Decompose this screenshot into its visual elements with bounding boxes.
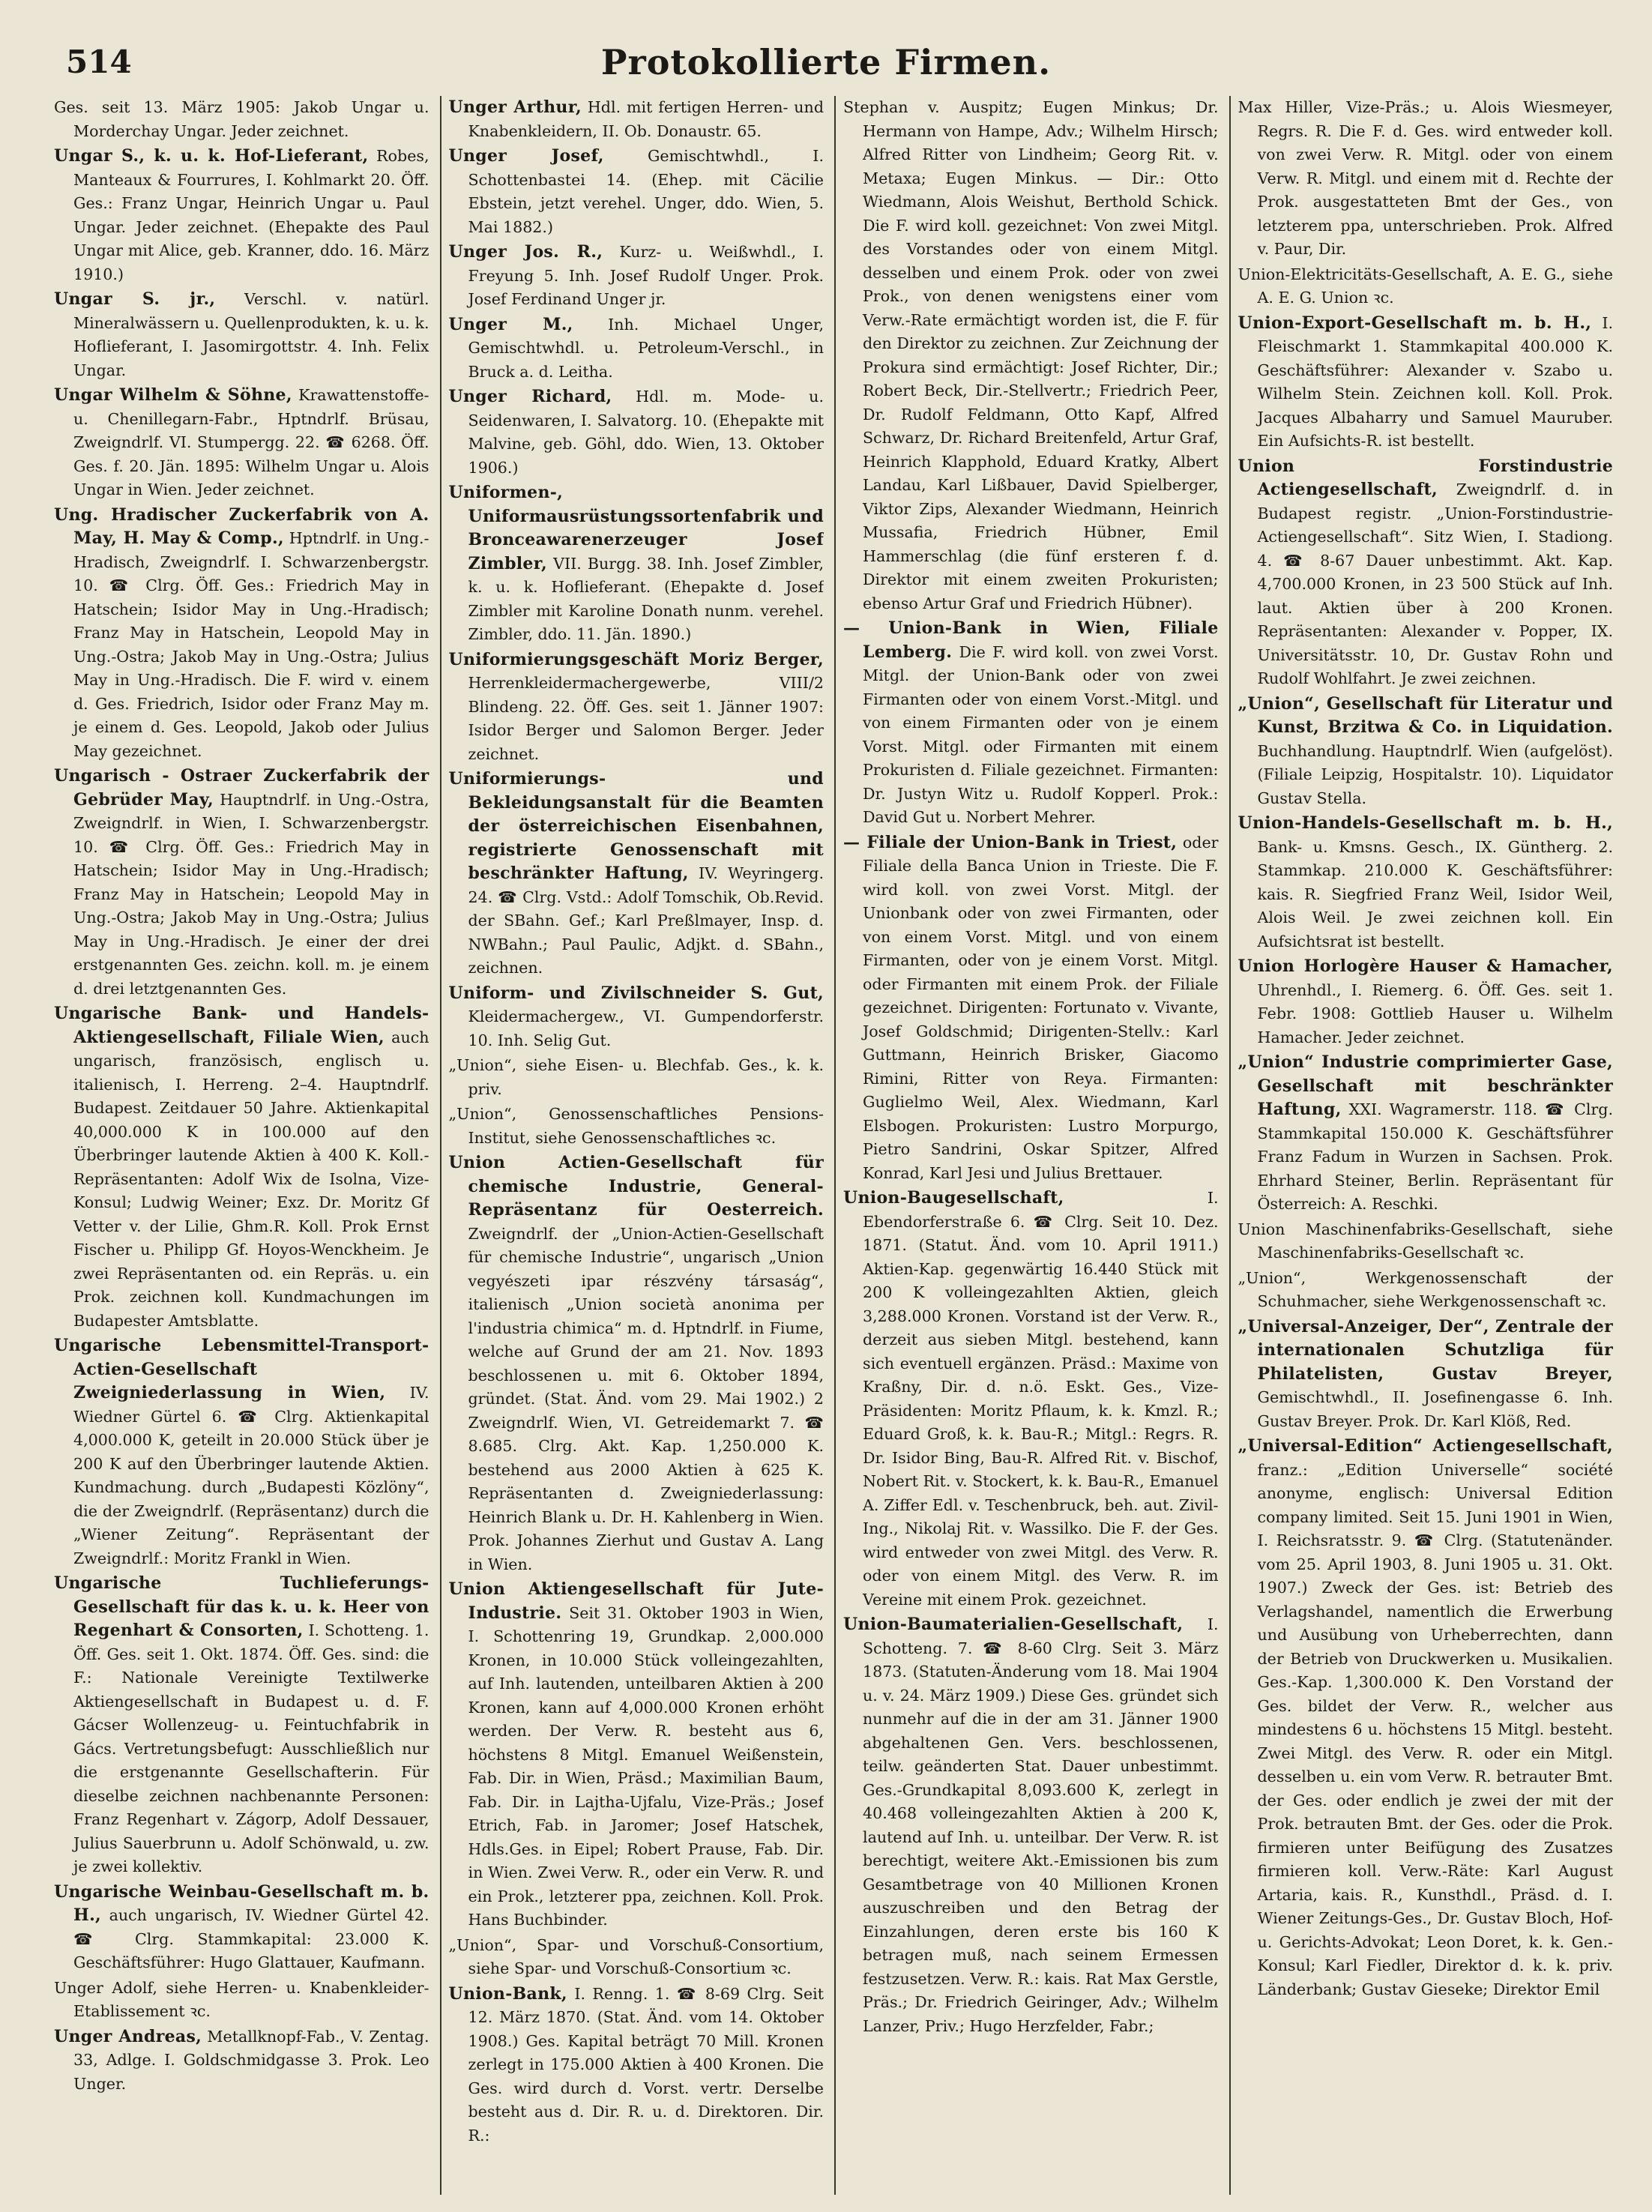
directory-entry — [449, 145, 825, 239]
directory-entry — [449, 648, 825, 767]
column-1 — [46, 96, 429, 2195]
entry-text: oder Filiale della Banca Union in Trieste. Die F. wird koll. von zwei Vorst. Mitgl. der Unionbank oder von zwei Firmanten, oder von einem Vorst. Mitgl. und von einem Firmanten, oder von je einem Vorst. Mitgl. oder Firmanten mit einem Prok. der Filiale gezeichnet. Dirigenten: Fortunato v. Vivante, Josef Goldschmid; Dirigenten-Stellv.: Karl Guttmann, Heinrich Brisker, Giacomo Rimini, Ritter von Reya. Firmanten: Guglielmo Weil, Alex. Wiedmann, Karl Elsbogen. Prokuristen: Lustro Morpurgo, Pietro Sandrini, Oskar Spitzer, Alfred Konrad, Karl Jesi und Julius Brettauer. — [863, 833, 1219, 1182]
firm-name: Unger Richard, — [448, 387, 612, 406]
directory-entry — [1238, 955, 1614, 1049]
entry-text: Hptndrlf. in Ung.-Hradisch, Zweigndrlf. I. Schwarzenbergstr. 10. ☎ Clrg. Öff. Ges.: Friedrich May in Hatschein; Isidor May in Ung.-Hradisch; Franz May in Hatschein, Leopold May in Ung.-Ostra; Jakob May in Ung.-Ostra; Julius May in Ung.-Hradisch. Die F. wird v. einem d. Ges. Friedrich, Isidor oder Franz May m. je einem d. Ges. Leopold, Jakob oder Julius May gezeichnet. — [73, 529, 429, 760]
entry-text: „Union“, Werkgenossenschaft der Schuhmacher, siehe Werkgenossenschaft ꝛc. — [1238, 1268, 1613, 1310]
directory-entry — [1238, 1316, 1614, 1434]
directory-entry — [449, 1054, 825, 1101]
column-4 — [1229, 96, 1614, 2195]
firm-name: Ungarische Tuchlieferungs-Gesellschaft für das k. u. k. Heer von Regenhart & Consorten, — [54, 1573, 429, 1640]
entry-text: I. Schotteng. 1. Öff. Ges. seit 1. Okt. 1874. Öff. Ges. sind: die F.: Nationale Vereinigte Textilwerke Aktiengesellschaft in Budapest u. d. F. Gácser Wollenzeug- u. Feintuchfabrik in Gács. Vertretungsbefugt: Ausschließlich nur die erstgenannte Gesellschafterin. Für dieselbe zeichnen nachbenannte Personen: Franz Regenhart v. Zágorp, Adolf Dessauer, Julius Sauerbrunn u. Adolf Schönwald, u. zw. je zwei kollektiv. — [73, 1621, 429, 1875]
directory-entry — [1238, 1218, 1614, 1265]
directory-entry — [449, 1578, 825, 1932]
directory-entry — [1238, 263, 1614, 310]
firm-name: Union Aktiengesellschaft für Jute-Industrie. — [448, 1579, 824, 1623]
firm-name: Union Forstindustrie Actiengesellschaft, — [1238, 456, 1613, 499]
entry-text: Robes, Manteaux & Fourrures, I. Kohlmarkt 20. Öff. Ges.: Franz Ungar, Heinrich Ungar u. Paul Ungar. Jeder zeichnet. (Ehepakte des Paul Ungar mit Alice, geb. Kranner, ddo. 16. März 1910.) — [73, 147, 429, 283]
entry-text: I. Renng. 1. ☎ 8-69 Clrg. Seit 12. März 1870. (Stat. Änd. vom 14. Oktober 1908.) Ges. Kapital beträgt 70 Mill. Kronen zerlegt in 175.000 Aktien à 400 Kronen. Die Ges. wird durch d. Vorst. vertr. Derselbe besteht aus d. Dir. R. u. d. Direktoren. Dir. R.: — [468, 1984, 824, 2145]
directory-entry — [449, 1151, 825, 1576]
directory-entry — [843, 831, 1219, 1186]
entry-text: „Union“, Genossenschaftliches Pensions-Institut, siehe Genossenschaftliches ꝛc. — [448, 1105, 824, 1147]
directory-entry — [54, 1334, 429, 1570]
entry-text: Zweigndrlf. d. in Budapest registr. „Union-Forstindustrie-Actiengesellschaft“. Sitz Wien, I. Stadiong. 4. ☎ 8-67 Dauer unbestimmt. Akt. Kap. 4,700.000 Kronen, in 23 500 Stück auf Inh. laut. Aktien über à 200 Kronen. Repräsentanten: Alexander v. Popper, IX. Universitätsstr. 10, Dr. Gustav Rohn und Rudolf Wohlfahrt. Je zwei zeichnen. — [1257, 480, 1613, 687]
entry-text: Stephan v. Auspitz; Eugen Minkus; Dr. Hermann von Hampe, Adv.; Wilhelm Hirsch; Alfred Ritter von Lindheim; Georg Rit. v. Metaxa; Eugen Minkus. — Dir.: Otto Wiedmann, Alois Weishut, Berthold Schick. Die F. wird koll. gezeichnet: Von zwei Mitgl. des Vorstandes oder von einem Mitgl. desselben und einem Prok. oder von zwei Prok., von denen wenigstens einer vom Verw.-Rate ermächtigt worden ist, die F. für den Direktor zu zeichnen. Zur Zeichnung der Prokura sind ermächtigt: Josef Richter, Dir.; Robert Beck, Dir.-Stellvertr.; Friedrich Peer, Dr. Rudolf Feldmann, Otto Kapf, Alfred Schwarz, Dr. Richard Breitenfeld, Artur Graf, Heinrich Klapphold, Eduard Kratky, Albert Landau, Karl Lißbauer, David Spielberger, Viktor Zips, Alexander Wiedmann, Heinrich Mussafia, Friedrich Hübner, Emil Hammerschlag (die fünf ersteren f. d. Direktor mit einem zweiten Prokuristen; ebenso Artur Graf und Friedrich Hübner). — [843, 98, 1219, 612]
firm-name: „Union“, Gesellschaft für Literatur und Kunst, Brzitwa & Co. in Liquidation. — [1238, 693, 1613, 737]
entry-text: auch ungarisch, französisch, englisch u. italienisch, I. Herreng. 2–4. Hauptndrlf. Budapest. Zeitdauer 50 Jahre. Aktienkapital 40,000.000 K in 100.000 auf den Überbringer lautende Aktien à 400 K. Koll.-Repräsentanten: Adolf Wix de Isolna, Vize-Konsul; Ludwig Weiner; Exz. Dr. Moritz Gf Vetter v. der Lilie, Ghm.R. Koll. Prok Ernst Fischer u. Philipp Gf. Hoyos-Wenckheim. Je zwei Repräsentanten od. ein Repräs. u. ein Prok. zeichnen koll. Kundmachungen im Budapester Amtsblatte. — [73, 1028, 429, 1330]
firm-name: Uniformierungsgeschäft Moriz Berger, — [448, 649, 824, 669]
firm-name: Ungar S. jr., — [54, 289, 216, 309]
firm-name: Ungar S., k. u. k. Hof-Lieferant, — [54, 146, 369, 166]
firm-name: Unger Arthur, — [448, 97, 582, 117]
firm-name: Ung. Hradischer Zuckerfabrik von A. May, H. May & Comp., — [54, 504, 429, 548]
entry-text: Hdl. mit fertigen Herren- und Knabenkleidern, II. Ob. Donaustr. 65. — [468, 98, 824, 140]
entry-text: Hdl. m. Mode- u. Seidenwaren, I. Salvatorg. 10. (Ehepakte mit Malvine, geb. Göhl, ddo. Wien, 13. Oktober 1906.) — [468, 388, 824, 477]
entry-text: Krawattenstoffe- u. Chenillegarn-Fabr., Hptndrlf. Brüsau, Zweigndrlf. VI. Stumpergg. 22. ☎ 6268. Öff. Ges. f. 20. Jän. 1895: Wilhelm Ungar u. Alois Ungar in Wien. Jeder zeichnet. — [73, 386, 429, 498]
entry-text: IV. Weyringerg. 24. ☎ Clrg. Vstd.: Adolf Tomschik, Ob.Revid. der SBahn. Gef.; Karl Preßlmayer, Insp. d. NWBahn.; Paul Paulic, Adjkt. d. SBahn., zeichnen. — [468, 864, 824, 977]
directory-entry — [54, 504, 429, 764]
column-3 — [834, 96, 1219, 2195]
entry-text: Verschl. v. natürl. Mineralwässern u. Quellenprodukten, k. u. k. Hoflieferant, I. Jasomirgottstr. 4. Inh. Felix Ungar. — [73, 290, 429, 379]
firm-name: Unger Jos. R., — [448, 242, 603, 262]
firm-name: Uniform- und Zivilschneider S. Gut, — [448, 983, 824, 1003]
directory-entry — [843, 1613, 1219, 2038]
entry-text: I. Ebendorferstraße 6. ☎ Clrg. Seit 10. Dez. 1871. (Statut. Änd. vom 10. April 1911.) Aktien-Kap. gegenwärtig 16.440 Stück mit 200 K volleingezahlten Aktien, gleich 3,288.000 Kronen. Vorstand ist der Verw. R., derzeit aus sieben Mitgl. bestehend, kann sich eventuell ergänzen. Präsd.: Maxime von Kraßny, Dir. d. n.ö. Eskt. Ges., Vize-Präsidenten: Moritz Pflaum, k. k. Kmzl. R.; Eduard Groß, k. k. Bau-R.; Mitgl.: Regrs. R. Dr. Isidor Bing, Bau-R. Alfred Rit. v. Bischof, Nobert Rit. v. Stockert, k. k. Bau-R., Emanuel A. Ziffer Edl. v. Teschenbruck, beh. aut. Zivil-Ing., Nikolaj Rit. v. Wassilko. Die F. der Ges. wird entweder von zwei Mitgl. des Verw. R. oder von einem Mitgl. des Verw. R. im Vereine mit einem Prok. gezeichnet. — [863, 1189, 1219, 1609]
directory-entry — [449, 982, 825, 1053]
entry-text: Zweigndrlf. der „Union-Actien-Gesellschaft für chemische Industrie“, ungarisch „Union vegyészeti ipar részvény társaság“, italienisch „Union società anonima per l'industria chimica“ m. d. Hptndrlf. in Fiume, welche auf Grund der am 21. Nov. 1893 beschlossenen u. mit 6. Oktober 1894, gründet. (Stat. Änd. vom 29. Mai 1902.) 2 Zweigndrlf. Wien, VI. Getreidemarkt 7. ☎ 8.685. Clrg. Akt. Kap. 1,250.000 K. bestehend aus 2000 Aktien à 625 K. Repräsentanten d. Zweigniederlassung: Heinrich Blank u. Dr. H. Kahlenberg in Wien. Prok. Johannes Zierhut und Gustav A. Lang in Wien. — [468, 1224, 824, 1573]
firm-name: Unger Josef, — [448, 146, 604, 166]
firm-name: Uniformen-, Uniformausrüstungssortenfabrik und Bronceawarenerzeuger Josef Zimbler, — [448, 483, 824, 573]
directory-entry — [1238, 312, 1614, 453]
directory-entry — [54, 1002, 429, 1333]
firm-name: „Union“ Industrie comprimierter Gase, Gesellschaft mit beschränkter Haftung, — [1238, 1052, 1613, 1119]
directory-entry — [843, 96, 1219, 615]
directory-entry — [54, 765, 429, 1001]
entry-text: franz.: „Edition Universelle“ société anonyme, englisch: Universal Edition company limited. Seit 15. Juni 1901 in Wien, I. Reichsratsstr. 9. ☎ Clrg. (Statutenänder. vom 25. April 1903, 8. Juni 1905 u. 31. Okt. 1907.) Zweck der Ges. ist: Betrieb des Verlagshandel, namentlich die Erwerbung und Ausübung von Urheberrechten, dann der Betrieb von Druckwerken u. Musikalien. Ges.-Kap. 1,300.000 K. Den Vorstand der Ges. bildet der Verw. R., welcher aus mindestens 6 u. höchstens 15 Mitgl. besteht. Zwei Mitgl. des Verw. R. oder ein Mitgl. desselben u. ein vom Verw. R. betrauter Bmt. der Ges. oder endlich je zwei der mit der Prok. betrauten Bmt. der Ges. oder die Prok. firmieren unter Beifügung des Zusatzes firmieren koll. Verw.-Räte: Karl August Artaria, kais. R., Kunsthdl., Präsd. d. I. Wiener Zeitungs-Ges., Dr. Gustav Bloch, Hof- u. Gerichts-Advokat; Leon Doret, k. k. Gen.-Konsul; Karl Fiedler, Direktor d. k. k. priv. Länderbank; Gustav Gieseke; Direktor Emil — [1257, 1460, 1613, 1998]
directory-entry — [1238, 693, 1614, 811]
page-number: 514 — [66, 43, 132, 80]
directory-entry — [449, 385, 825, 480]
firm-name: Ungarische Lebensmittel-Transport-Actien-Gesellschaft Zweigniederlassung in Wien, — [54, 1336, 429, 1402]
entry-text: Inh. Michael Unger, Gemischtwhdl. u. Petroleum-Verschl., in Bruck a. d. Leitha. — [468, 315, 824, 381]
directory-entry — [449, 768, 825, 980]
directory-entry — [1238, 812, 1614, 953]
firm-name: Union-Export-Gesellschaft m. b. H., — [1238, 313, 1592, 333]
firm-name: Union-Baugesellschaft, — [843, 1188, 1064, 1208]
firm-name: Unger Andreas, — [54, 2026, 202, 2046]
text-columns — [46, 96, 1613, 2195]
entry-text: „Union“, siehe Eisen- u. Blechfab. Ges., k. k. priv. — [448, 1056, 824, 1098]
entry-text: „Union“, Spar- und Vorschuß-Consortium, siehe Spar- und Vorschuß-Consortium ꝛc. — [448, 1935, 824, 1977]
entry-text: Buchhandlung. Hauptndrlf. Wien (aufgelöst). (Filiale Leipzig, Hospitalstr. 10). Liquidator Gustav Stella. — [1257, 741, 1613, 807]
entry-text: Gemischtwhdl., II. Josefinengasse 6. Inh. Gustav Breyer. Prok. Dr. Karl Klöß, Red. — [1257, 1388, 1613, 1430]
directory-entry — [843, 617, 1219, 830]
firm-name: Ungar Wilhelm & Söhne, — [54, 385, 292, 405]
entry-text: IV. Wiedner Gürtel 6. ☎ Clrg. Aktienkapital 4,000.000 K, geteilt in 20.000 Stück über je 200 K auf den Überbringer lautende Aktien. Kundmachung. durch „Budapesti Közlöny“, die der Zweigndrlf. (Repräsentanz) durch die „Wiener Zeitung“. Repräsentant der Zweigndrlf.: Moritz Frankl in Wien. — [73, 1384, 429, 1567]
directory-entry — [1238, 1435, 1614, 2001]
running-title: Protokollierte Firmen. — [600, 42, 1052, 82]
entry-text: Bank- u. Kmsns. Gesch., IX. Güntherg. 2. Stammkap. 210.000 K. Geschäftsführer: kais. R. Siegfried Franz Weil, Isidor Weil, Alois Weil. Je zwei zeichnen koll. Ein Aufsichtsrat ist bestellt. — [1257, 837, 1613, 950]
directory-entry — [1238, 96, 1614, 262]
entry-text: VII. Burgg. 38. Inh. Josef Zimbler, k. u. k. Hoflieferant. (Ehepakte d. Josef Zimbler mit Karoline Donath nunm. verehel. Zimbler, ddo. 11. Jän. 1890.) — [468, 554, 824, 643]
entry-text: Kleidermachergew., VI. Gumpendorferstr. 10. Inh. Selig Gut. — [468, 1007, 824, 1049]
directory-entry — [1238, 1267, 1614, 1314]
entry-text: Max Hiller, Vize-Präs.; u. Alois Wiesmeyer, Regrs. R. Die F. d. Ges. wird entweder koll. von zwei Verw. R. Mitgl. oder von einem Verw. R. Mitgl. und einem mit d. Rechte der Prok. ausgestatteten Bmt der Ges., von letzterem ppa, unterschrieben. Prok. Alfred v. Paur, Dir. — [1238, 98, 1613, 258]
firm-name: Ungarisch - Ostraer Zuckerfabrik der Gebrüder May, — [54, 766, 429, 810]
page-header — [43, 39, 1609, 91]
entry-text: Hauptndrlf. in Ung.-Ostra, Zweigndrlf. in Wien, I. Schwarzenbergstr. 10. ☎ Clrg. Öff. Ges.: Friedrich May in Hatschein; Isidor May in Ung.-Hradisch; Franz May in Hatschein; Leopold May in Ung.-Ostra; Jakob May in Ung.-Ostra; Julius May in Ung.-Hradisch. Je einer der drei erstgenannten Ges. zeichn. koll. m. je einem d. drei letztgenannten Ges. — [73, 790, 429, 998]
directory-entry — [449, 1103, 825, 1150]
directory-entry — [1238, 1051, 1614, 1217]
firm-name: Uniformierungs- und Bekleidungsanstalt für die Beamten der österreichischen Eisenbahnen, registrierte Genossenschaft mit beschränkter Haftung, — [448, 769, 824, 883]
firm-name: „Universal-Anzeiger, Der“, Zentrale der internationalen Schutzliga für Philatelisten, Gustav Breyer, — [1238, 1316, 1613, 1384]
firm-name: — Filiale der Union-Bank in Triest, — [843, 832, 1178, 852]
firm-name: Union-Bank, — [448, 1983, 567, 2004]
entry-text: Metallknopf-Fab., V. Zentag. 33, Adlge. I. Goldschmidgasse 3. Prok. Leo Unger. — [73, 2027, 429, 2093]
firm-name: „Universal-Edition“ Actiengesellschaft, — [1238, 1436, 1613, 1456]
directory-entry — [449, 1934, 825, 1981]
directory-entry — [54, 1881, 429, 1975]
directory-entry — [54, 1977, 429, 2024]
directory-entry — [54, 288, 429, 382]
entry-text: I. Fleischmarkt 1. Stammkapital 400.000 K. Geschäftsführer: Alexander v. Szabo u. Wilhelm Stein. Zeichnen koll. Koll. Prok. Jacques Albaharry und Samuel Mauruber. Ein Aufsichts-R. ist bestellt. — [1257, 313, 1613, 450]
entry-text: auch ungarisch, IV. Wiedner Gürtel 42. ☎ Clrg. Stammkapital: 23.000 K. Geschäftsführer: Hugo Glattauer, Kaufmann. — [73, 1906, 429, 1971]
entry-text: Seit 31. Oktober 1903 in Wien, I. Schottenring 19, Grundkap. 2,000.000 Kronen, in 10.000 Stück volleingezahlten, auf Inh. lautenden, unteilbaren Aktien à 200 Kronen, kann auf 4,000.000 Kronen erhöht werden. Der Verw. R. besteht aus 6, höchstens 8 Mitgl. Emanuel Weißenstein, Fab. Dir. in Wien, Präsd.; Maximilian Baum, Fab. Dir. in Lajtha-Ujfalu, Vize-Präs.; Josef Etrich, Fab. in Jaromer; Josef Hatschek, Hdls.Ges. in Eipel; Robert Prause, Fab. Dir. in Wien. Zwei Verw. R., oder ein Verw. R. und ein Prok., letzterer ppa, zeichnen. Koll. Prok. Hans Buchbinder. — [468, 1603, 824, 1929]
directory-entry — [54, 384, 429, 502]
firm-name: Ungarische Bank- und Handels-Aktiengesellschaft, Filiale Wien, — [54, 1004, 429, 1047]
entry-text: Union-Elektricitäts-Gesellschaft, A. E. G., siehe A. E. G. Union ꝛc. — [1238, 265, 1613, 307]
directory-entry — [449, 241, 825, 312]
directory-entry — [54, 145, 429, 286]
directory-entry — [449, 96, 825, 143]
firm-name: — Union-Bank in Wien, Filiale Lemberg. — [843, 618, 1219, 662]
entry-text: Gemischtwhdl., I. Schottenbastei 14. (Ehep. mit Cäcilie Ebstein, jetzt verehel. Unger, ddo. Wien, 5. Mai 1882.) — [468, 147, 824, 236]
directory-entry — [843, 1187, 1219, 1612]
firm-name: Union Actien-Gesellschaft für chemische Industrie, General-Repräsentanz für Oesterreich. — [448, 1153, 824, 1220]
firm-name: Union Horlogère Hauser & Hamacher, — [1238, 956, 1613, 976]
entry-text: Herrenkleidermachergewerbe, VIII/2 Blindeng. 22. Öff. Ges. seit 1. Jänner 1907: Isidor Berger und Salomon Berger. Jeder zeichnet. — [468, 674, 824, 763]
firm-name: Unger M., — [448, 314, 573, 334]
entry-text: Ges. seit 13. März 1905: Jakob Ungar u. Morderchay Ungar. Jeder zeichnet. — [54, 98, 429, 140]
directory-entry — [54, 2025, 429, 2097]
firm-name: Ungarische Weinbau-Gesellschaft m. b. H., — [54, 1881, 429, 1925]
directory-entry — [54, 1572, 429, 1879]
column-2 — [440, 96, 825, 2195]
directory-entry — [449, 1983, 825, 2148]
directory-entry — [449, 313, 825, 385]
entry-text: Uhrenhdl., I. Riemerg. 6. Öff. Ges. seit 1. Febr. 1908: Gottlieb Hauser u. Wilhelm Hamacher. Jeder zeichnet. — [1257, 980, 1613, 1046]
firm-name: Union-Baumaterialien-Gesellschaft, — [843, 1615, 1184, 1634]
entry-text: Kurz- u. Weißwhdl., I. Freyung 5. Inh. Josef Rudolf Unger. Prok. Josef Ferdinand Unger jr. — [468, 243, 824, 308]
directory-entry — [449, 481, 825, 647]
firm-name: Union-Handels-Gesellschaft m. b. H., — [1238, 813, 1613, 833]
directory-entry — [1238, 455, 1614, 691]
entry-text: Die F. wird koll. von zwei Vorst. Mitgl. der Union-Bank oder von zwei Firmanten oder von einem Vorst.-Mitgl. und von einem Firmanten oder von je einem Vorst. Mitgl. oder Firmanten mit einem Prokuristen d. Filiale gezeichnet. Firmanten: Dr. Justyn Witz u. Rudolf Kopperl. Prok.: David Gut u. Norbert Mehrer. — [863, 642, 1219, 826]
entry-text: I. Schotteng. 7. ☎ 8-60 Clrg. Seit 3. März 1873. (Statuten-Änderung vom 18. Mai 1904 u. v. 24. März 1909.) Diese Ges. gründet sich nunmehr auf die in der am 31. Jänner 1900 abgehaltenen Gen. Vers. beschlossenen, teilw. geänderten Stat. Dauer unbestimmt. Ges.-Grundkapital 8,093.600 K, zerlegt in 40.468 volleingezahlten Aktien à 200 K, lautend auf Inh. u. unteilbar. Der Verw. R. ist berechtigt, weitere Akt.-Emissionen bis zum Gesamtbetrage von 40 Millionen Kronen auszuschreiben und den Betrag der Einzahlungen, deren erste bis 160 K betragen muß, nach seinem Ermessen festzusetzen. Verw. R.: kais. Rat Max Gerstle, Präs.; Dr. Friedrich Geiringer, Adv.; Wilhelm Lanzer, Priv.; Hugo Herzfelder, Fabr.; — [863, 1615, 1219, 2035]
entry-text: Unger Adolf, siehe Herren- u. Knabenkleider-Etablissement ꝛc. — [54, 1978, 429, 2020]
directory-entry — [54, 96, 429, 143]
entry-text: Union Maschinenfabriks-Gesellschaft, siehe Maschinenfabriks-Gesellschaft ꝛc. — [1238, 1220, 1613, 1262]
entry-text: XXI. Wagramerstr. 118. ☎ Clrg. Stammkapital 150.000 K. Geschäftsführer Franz Fadum in Wurzen in Sachsen. Prok. Ehrhard Steiner, Berlin. Repräsentant für Österreich: A. Reschki. — [1257, 1100, 1613, 1213]
